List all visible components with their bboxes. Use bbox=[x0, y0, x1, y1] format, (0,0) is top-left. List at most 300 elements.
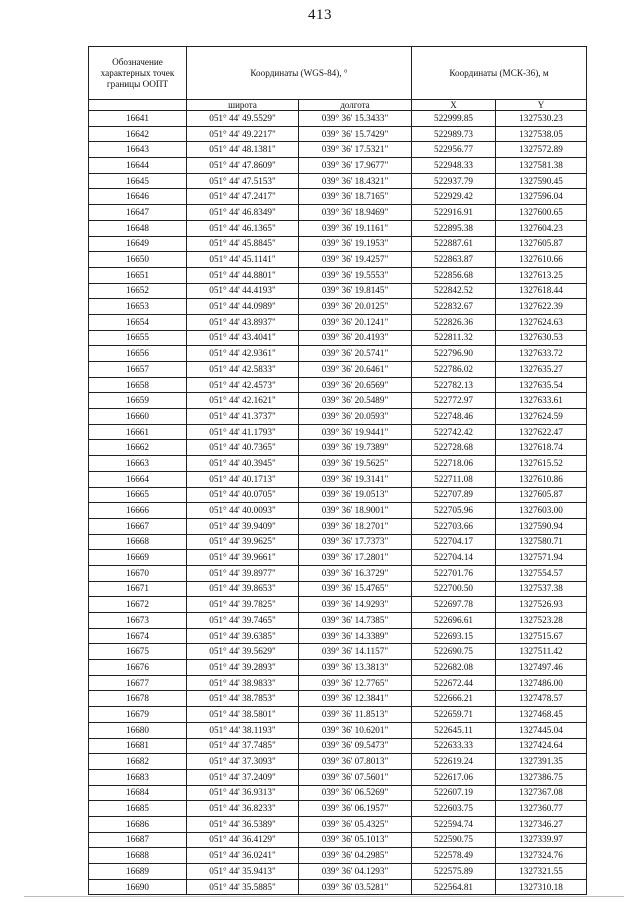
x-coordinate-cell: 522701.76 bbox=[412, 565, 496, 581]
table-row bbox=[89, 252, 587, 268]
x-coordinate-cell: 522832.67 bbox=[412, 299, 496, 315]
table-row bbox=[89, 801, 587, 817]
y-coordinate-cell: 1327526.93 bbox=[496, 597, 587, 613]
table-row bbox=[89, 424, 587, 440]
y-coordinate-cell: 1327604.23 bbox=[496, 220, 587, 236]
x-coordinate-cell: 522704.14 bbox=[412, 550, 496, 566]
latitude-cell: 051° 44' 37.2409" bbox=[187, 769, 299, 785]
point-id-cell: 16673 bbox=[89, 613, 187, 629]
latitude-cell: 051° 44' 38.9833" bbox=[187, 675, 299, 691]
latitude-cell: 051° 44' 43.4041" bbox=[187, 330, 299, 346]
y-coordinate-cell: 1327610.66 bbox=[496, 252, 587, 268]
longitude-cell: 039° 36' 19.1161" bbox=[299, 220, 412, 236]
longitude-cell: 039° 36' 20.0125" bbox=[299, 299, 412, 315]
x-coordinate-cell: 522711.08 bbox=[412, 471, 496, 487]
point-id-cell: 16659 bbox=[89, 393, 187, 409]
y-coordinate-cell: 1327610.86 bbox=[496, 471, 587, 487]
point-id-cell: 16674 bbox=[89, 628, 187, 644]
table-row bbox=[89, 456, 587, 472]
latitude-cell: 051° 44' 39.9625" bbox=[187, 534, 299, 550]
point-id-cell: 16689 bbox=[89, 864, 187, 880]
y-coordinate-cell: 1327635.27 bbox=[496, 362, 587, 378]
y-coordinate-cell: 1327321.55 bbox=[496, 864, 587, 880]
y-coordinate-cell: 1327618.74 bbox=[496, 440, 587, 456]
latitude-cell: 051° 44' 37.7485" bbox=[187, 738, 299, 754]
longitude-cell: 039° 36' 05.1013" bbox=[299, 832, 412, 848]
latitude-cell: 051° 44' 35.9413" bbox=[187, 864, 299, 880]
x-coordinate-cell: 522578.49 bbox=[412, 848, 496, 864]
header-msk-label: Координаты (МСК-36), м bbox=[412, 47, 587, 100]
longitude-cell: 039° 36' 19.1953" bbox=[299, 236, 412, 252]
latitude-cell: 051° 44' 48.1381" bbox=[187, 142, 299, 158]
y-coordinate-cell: 1327605.87 bbox=[496, 487, 587, 503]
longitude-cell: 039° 36' 18.7165" bbox=[299, 189, 412, 205]
point-id-cell: 16671 bbox=[89, 581, 187, 597]
y-coordinate-cell: 1327590.45 bbox=[496, 173, 587, 189]
point-id-cell: 16667 bbox=[89, 518, 187, 534]
x-coordinate-cell: 522705.96 bbox=[412, 503, 496, 519]
point-id-cell: 16654 bbox=[89, 314, 187, 330]
point-id-cell: 16641 bbox=[89, 111, 187, 127]
x-coordinate-cell: 522633.33 bbox=[412, 738, 496, 754]
latitude-cell: 051° 44' 37.3093" bbox=[187, 754, 299, 770]
latitude-cell: 051° 44' 40.0705" bbox=[187, 487, 299, 503]
latitude-cell: 051° 44' 47.8609" bbox=[187, 158, 299, 174]
latitude-cell: 051° 44' 39.2893" bbox=[187, 660, 299, 676]
page-number: 413 bbox=[308, 7, 332, 23]
longitude-cell: 039° 36' 19.5553" bbox=[299, 267, 412, 283]
point-id-cell: 16651 bbox=[89, 267, 187, 283]
longitude-cell: 039° 36' 18.4321" bbox=[299, 173, 412, 189]
table-row bbox=[89, 471, 587, 487]
latitude-cell: 051° 44' 40.7365" bbox=[187, 440, 299, 456]
table-row bbox=[89, 189, 587, 205]
x-coordinate-cell: 522707.89 bbox=[412, 487, 496, 503]
longitude-cell: 039° 36' 13.3813" bbox=[299, 660, 412, 676]
table-row bbox=[89, 691, 587, 707]
table-row bbox=[89, 377, 587, 393]
latitude-cell: 051° 44' 41.3737" bbox=[187, 409, 299, 425]
table-row bbox=[89, 409, 587, 425]
point-id-cell: 16679 bbox=[89, 707, 187, 723]
y-coordinate-cell: 1327633.72 bbox=[496, 346, 587, 362]
latitude-cell: 051° 44' 39.8653" bbox=[187, 581, 299, 597]
point-id-cell: 16645 bbox=[89, 173, 187, 189]
point-id-cell: 16685 bbox=[89, 801, 187, 817]
table-row bbox=[89, 707, 587, 723]
point-id-cell: 16669 bbox=[89, 550, 187, 566]
x-coordinate-cell: 522697.78 bbox=[412, 597, 496, 613]
point-id-cell: 16652 bbox=[89, 283, 187, 299]
latitude-cell: 051° 44' 39.7825" bbox=[187, 597, 299, 613]
latitude-cell: 051° 44' 44.8801" bbox=[187, 267, 299, 283]
y-coordinate-cell: 1327554.57 bbox=[496, 565, 587, 581]
latitude-cell: 051° 44' 43.8937" bbox=[187, 314, 299, 330]
point-id-cell: 16661 bbox=[89, 424, 187, 440]
longitude-cell: 039° 36' 20.1241" bbox=[299, 314, 412, 330]
y-coordinate-cell: 1327537.38 bbox=[496, 581, 587, 597]
table-row bbox=[89, 503, 587, 519]
x-coordinate-cell: 522948.33 bbox=[412, 158, 496, 174]
latitude-cell: 051° 44' 40.0093" bbox=[187, 503, 299, 519]
latitude-cell: 051° 44' 44.0989" bbox=[187, 299, 299, 315]
y-coordinate-cell: 1327618.44 bbox=[496, 283, 587, 299]
longitude-cell: 039° 36' 14.1157" bbox=[299, 644, 412, 660]
y-coordinate-cell: 1327633.61 bbox=[496, 393, 587, 409]
y-coordinate-cell: 1327468.45 bbox=[496, 707, 587, 723]
y-coordinate-cell: 1327596.04 bbox=[496, 189, 587, 205]
point-id-cell: 16656 bbox=[89, 346, 187, 362]
point-id-cell: 16657 bbox=[89, 362, 187, 378]
latitude-cell: 051° 44' 44.4193" bbox=[187, 283, 299, 299]
table-row bbox=[89, 550, 587, 566]
latitude-cell: 051° 44' 38.5801" bbox=[187, 707, 299, 723]
header-lon-label: долгота bbox=[299, 100, 412, 111]
point-id-cell: 16687 bbox=[89, 832, 187, 848]
x-coordinate-cell: 522748.46 bbox=[412, 409, 496, 425]
point-id-cell: 16664 bbox=[89, 471, 187, 487]
longitude-cell: 039° 36' 19.9441" bbox=[299, 424, 412, 440]
table-row bbox=[89, 220, 587, 236]
table-row bbox=[89, 675, 587, 691]
x-coordinate-cell: 522700.50 bbox=[412, 581, 496, 597]
x-coordinate-cell: 522607.19 bbox=[412, 785, 496, 801]
y-coordinate-cell: 1327310.18 bbox=[496, 879, 587, 895]
latitude-cell: 051° 44' 38.7853" bbox=[187, 691, 299, 707]
latitude-cell: 051° 44' 42.9361" bbox=[187, 346, 299, 362]
point-id-cell: 16648 bbox=[89, 220, 187, 236]
point-id-cell: 16677 bbox=[89, 675, 187, 691]
table-row bbox=[89, 487, 587, 503]
point-id-cell: 16684 bbox=[89, 785, 187, 801]
longitude-cell: 039° 36' 20.6461" bbox=[299, 362, 412, 378]
y-coordinate-cell: 1327615.52 bbox=[496, 456, 587, 472]
point-id-cell: 16675 bbox=[89, 644, 187, 660]
table-row bbox=[89, 518, 587, 534]
longitude-cell: 039° 36' 19.7389" bbox=[299, 440, 412, 456]
y-coordinate-cell: 1327622.39 bbox=[496, 299, 587, 315]
table-row bbox=[89, 440, 587, 456]
latitude-cell: 051° 44' 39.9661" bbox=[187, 550, 299, 566]
latitude-cell: 051° 44' 36.4129" bbox=[187, 832, 299, 848]
x-coordinate-cell: 522696.61 bbox=[412, 613, 496, 629]
x-coordinate-cell: 522659.71 bbox=[412, 707, 496, 723]
y-coordinate-cell: 1327391.35 bbox=[496, 754, 587, 770]
y-coordinate-cell: 1327624.63 bbox=[496, 314, 587, 330]
table-row bbox=[89, 754, 587, 770]
x-coordinate-cell: 522645.11 bbox=[412, 722, 496, 738]
table-row bbox=[89, 142, 587, 158]
longitude-cell: 039° 36' 14.9293" bbox=[299, 597, 412, 613]
x-coordinate-cell: 522590.75 bbox=[412, 832, 496, 848]
point-id-cell: 16647 bbox=[89, 205, 187, 221]
longitude-cell: 039° 36' 07.5601" bbox=[299, 769, 412, 785]
x-coordinate-cell: 522989.73 bbox=[412, 126, 496, 142]
x-coordinate-cell: 522782.13 bbox=[412, 377, 496, 393]
longitude-cell: 039° 36' 12.3841" bbox=[299, 691, 412, 707]
x-coordinate-cell: 522742.42 bbox=[412, 424, 496, 440]
table-header bbox=[89, 47, 587, 111]
table-row bbox=[89, 158, 587, 174]
longitude-cell: 039° 36' 17.5321" bbox=[299, 142, 412, 158]
longitude-cell: 039° 36' 19.5625" bbox=[299, 456, 412, 472]
y-coordinate-cell: 1327635.54 bbox=[496, 377, 587, 393]
longitude-cell: 039° 36' 09.5473" bbox=[299, 738, 412, 754]
table-row bbox=[89, 644, 587, 660]
table-row bbox=[89, 111, 587, 127]
point-id-cell: 16678 bbox=[89, 691, 187, 707]
x-coordinate-cell: 522937.79 bbox=[412, 173, 496, 189]
table-row bbox=[89, 660, 587, 676]
x-coordinate-cell: 522704.17 bbox=[412, 534, 496, 550]
x-coordinate-cell: 522619.24 bbox=[412, 754, 496, 770]
y-coordinate-cell: 1327360.77 bbox=[496, 801, 587, 817]
x-coordinate-cell: 522703.66 bbox=[412, 518, 496, 534]
point-id-cell: 16665 bbox=[89, 487, 187, 503]
table-row bbox=[89, 738, 587, 754]
latitude-cell: 051° 44' 36.9313" bbox=[187, 785, 299, 801]
table-row bbox=[89, 299, 587, 315]
point-id-cell: 16646 bbox=[89, 189, 187, 205]
longitude-cell: 039° 36' 19.8145" bbox=[299, 283, 412, 299]
point-id-cell: 16653 bbox=[89, 299, 187, 315]
longitude-cell: 039° 36' 15.3433" bbox=[299, 111, 412, 127]
y-coordinate-cell: 1327515.67 bbox=[496, 628, 587, 644]
latitude-cell: 051° 44' 46.8349" bbox=[187, 205, 299, 221]
longitude-cell: 039° 36' 16.3729" bbox=[299, 565, 412, 581]
y-coordinate-cell: 1327445.04 bbox=[496, 722, 587, 738]
latitude-cell: 051° 44' 42.4573" bbox=[187, 377, 299, 393]
x-coordinate-cell: 522575.89 bbox=[412, 864, 496, 880]
table-row bbox=[89, 769, 587, 785]
latitude-cell: 051° 44' 35.5885" bbox=[187, 879, 299, 895]
longitude-cell: 039° 36' 18.2701" bbox=[299, 518, 412, 534]
header-wgs-label: Координаты (WGS-84), ° bbox=[187, 47, 412, 100]
y-coordinate-cell: 1327324.76 bbox=[496, 848, 587, 864]
point-id-cell: 16644 bbox=[89, 158, 187, 174]
point-id-cell: 16672 bbox=[89, 597, 187, 613]
latitude-cell: 051° 44' 45.8845" bbox=[187, 236, 299, 252]
latitude-cell: 051° 44' 39.6385" bbox=[187, 628, 299, 644]
longitude-cell: 039° 36' 20.5741" bbox=[299, 346, 412, 362]
point-id-cell: 16658 bbox=[89, 377, 187, 393]
latitude-cell: 051° 44' 39.9409" bbox=[187, 518, 299, 534]
point-id-cell: 16643 bbox=[89, 142, 187, 158]
longitude-cell: 039° 36' 20.5489" bbox=[299, 393, 412, 409]
y-coordinate-cell: 1327630.53 bbox=[496, 330, 587, 346]
x-coordinate-cell: 522772.97 bbox=[412, 393, 496, 409]
header-x-label: X bbox=[412, 100, 496, 111]
x-coordinate-cell: 522826.36 bbox=[412, 314, 496, 330]
table-row bbox=[89, 864, 587, 880]
table-row bbox=[89, 314, 587, 330]
y-coordinate-cell: 1327386.75 bbox=[496, 769, 587, 785]
point-id-cell: 16666 bbox=[89, 503, 187, 519]
x-coordinate-cell: 522796.90 bbox=[412, 346, 496, 362]
coordinates-table bbox=[88, 46, 587, 895]
longitude-cell: 039° 36' 17.7373" bbox=[299, 534, 412, 550]
x-coordinate-cell: 522887.61 bbox=[412, 236, 496, 252]
longitude-cell: 039° 36' 04.1293" bbox=[299, 864, 412, 880]
table-row bbox=[89, 832, 587, 848]
y-coordinate-cell: 1327367.08 bbox=[496, 785, 587, 801]
longitude-cell: 039° 36' 10.6201" bbox=[299, 722, 412, 738]
longitude-cell: 039° 36' 18.9001" bbox=[299, 503, 412, 519]
point-id-cell: 16686 bbox=[89, 816, 187, 832]
latitude-cell: 051° 44' 36.8233" bbox=[187, 801, 299, 817]
table-row bbox=[89, 205, 587, 221]
point-id-cell: 16676 bbox=[89, 660, 187, 676]
x-coordinate-cell: 522842.52 bbox=[412, 283, 496, 299]
point-id-cell: 16682 bbox=[89, 754, 187, 770]
x-coordinate-cell: 522856.68 bbox=[412, 267, 496, 283]
x-coordinate-cell: 522693.15 bbox=[412, 628, 496, 644]
latitude-cell: 051° 44' 42.1621" bbox=[187, 393, 299, 409]
point-id-cell: 16662 bbox=[89, 440, 187, 456]
table-row bbox=[89, 267, 587, 283]
point-id-cell: 16650 bbox=[89, 252, 187, 268]
longitude-cell: 039° 36' 14.7385" bbox=[299, 613, 412, 629]
x-coordinate-cell: 522564.81 bbox=[412, 879, 496, 895]
longitude-cell: 039° 36' 11.8513" bbox=[299, 707, 412, 723]
table-row bbox=[89, 785, 587, 801]
x-coordinate-cell: 522999.85 bbox=[412, 111, 496, 127]
latitude-cell: 051° 44' 36.5389" bbox=[187, 816, 299, 832]
table-row bbox=[89, 816, 587, 832]
table-row bbox=[89, 628, 587, 644]
y-coordinate-cell: 1327538.05 bbox=[496, 126, 587, 142]
point-id-cell: 16683 bbox=[89, 769, 187, 785]
x-coordinate-cell: 522718.06 bbox=[412, 456, 496, 472]
y-coordinate-cell: 1327613.25 bbox=[496, 267, 587, 283]
latitude-cell: 051° 44' 45.1141" bbox=[187, 252, 299, 268]
point-id-cell: 16649 bbox=[89, 236, 187, 252]
y-coordinate-cell: 1327571.94 bbox=[496, 550, 587, 566]
latitude-cell: 051° 44' 41.1793" bbox=[187, 424, 299, 440]
header-y-label: Y bbox=[496, 100, 587, 111]
table-row bbox=[89, 330, 587, 346]
table-row bbox=[89, 283, 587, 299]
table-row bbox=[89, 534, 587, 550]
latitude-cell: 051° 44' 39.7465" bbox=[187, 613, 299, 629]
table-row bbox=[89, 393, 587, 409]
table-row bbox=[89, 346, 587, 362]
latitude-cell: 051° 44' 47.2417" bbox=[187, 189, 299, 205]
y-coordinate-cell: 1327603.00 bbox=[496, 503, 587, 519]
y-coordinate-cell: 1327530.23 bbox=[496, 111, 587, 127]
point-id-cell: 16668 bbox=[89, 534, 187, 550]
table-row bbox=[89, 613, 587, 629]
x-coordinate-cell: 522728.68 bbox=[412, 440, 496, 456]
x-coordinate-cell: 522916.91 bbox=[412, 205, 496, 221]
latitude-cell: 051° 44' 49.2217" bbox=[187, 126, 299, 142]
point-id-cell: 16663 bbox=[89, 456, 187, 472]
y-coordinate-cell: 1327622.47 bbox=[496, 424, 587, 440]
table-row bbox=[89, 126, 587, 142]
table-row bbox=[89, 722, 587, 738]
y-coordinate-cell: 1327605.87 bbox=[496, 236, 587, 252]
longitude-cell: 039° 36' 15.4765" bbox=[299, 581, 412, 597]
latitude-cell: 051° 44' 42.5833" bbox=[187, 362, 299, 378]
y-coordinate-cell: 1327511.42 bbox=[496, 644, 587, 660]
longitude-cell: 039° 36' 20.0593" bbox=[299, 409, 412, 425]
latitude-cell: 051° 44' 39.8977" bbox=[187, 565, 299, 581]
longitude-cell: 039° 36' 18.9469" bbox=[299, 205, 412, 221]
table-row bbox=[89, 565, 587, 581]
point-id-cell: 16660 bbox=[89, 409, 187, 425]
latitude-cell: 051° 44' 40.1713" bbox=[187, 471, 299, 487]
y-coordinate-cell: 1327486.00 bbox=[496, 675, 587, 691]
x-coordinate-cell: 522682.08 bbox=[412, 660, 496, 676]
x-coordinate-cell: 522666.21 bbox=[412, 691, 496, 707]
x-coordinate-cell: 522929.42 bbox=[412, 189, 496, 205]
longitude-cell: 039° 36' 05.4325" bbox=[299, 816, 412, 832]
point-id-cell: 16690 bbox=[89, 879, 187, 895]
longitude-cell: 039° 36' 12.7765" bbox=[299, 675, 412, 691]
point-id-cell: 16681 bbox=[89, 738, 187, 754]
table-row bbox=[89, 173, 587, 189]
table-row bbox=[89, 597, 587, 613]
longitude-cell: 039° 36' 14.3389" bbox=[299, 628, 412, 644]
latitude-cell: 051° 44' 39.5629" bbox=[187, 644, 299, 660]
y-coordinate-cell: 1327600.65 bbox=[496, 205, 587, 221]
x-coordinate-cell: 522690.75 bbox=[412, 644, 496, 660]
table-row bbox=[89, 236, 587, 252]
x-coordinate-cell: 522594.74 bbox=[412, 816, 496, 832]
longitude-cell: 039° 36' 19.3141" bbox=[299, 471, 412, 487]
y-coordinate-cell: 1327581.38 bbox=[496, 158, 587, 174]
bottom-divider bbox=[24, 896, 624, 897]
point-id-cell: 16670 bbox=[89, 565, 187, 581]
longitude-cell: 039° 36' 03.5281" bbox=[299, 879, 412, 895]
y-coordinate-cell: 1327590.94 bbox=[496, 518, 587, 534]
y-coordinate-cell: 1327497.46 bbox=[496, 660, 587, 676]
latitude-cell: 051° 44' 38.1193" bbox=[187, 722, 299, 738]
latitude-cell: 051° 44' 36.0241" bbox=[187, 848, 299, 864]
latitude-cell: 051° 44' 47.5153" bbox=[187, 173, 299, 189]
y-coordinate-cell: 1327346.27 bbox=[496, 816, 587, 832]
latitude-cell: 051° 44' 46.1365" bbox=[187, 220, 299, 236]
point-id-cell: 16642 bbox=[89, 126, 187, 142]
header-point-label: Обозначение характерных точек границы ООПТ bbox=[89, 47, 187, 100]
x-coordinate-cell: 522786.02 bbox=[412, 362, 496, 378]
header-lat-label: широта bbox=[187, 100, 299, 111]
y-coordinate-cell: 1327339.97 bbox=[496, 832, 587, 848]
point-id-cell: 16680 bbox=[89, 722, 187, 738]
x-coordinate-cell: 522895.38 bbox=[412, 220, 496, 236]
longitude-cell: 039° 36' 19.0513" bbox=[299, 487, 412, 503]
y-coordinate-cell: 1327572.89 bbox=[496, 142, 587, 158]
longitude-cell: 039° 36' 04.2985" bbox=[299, 848, 412, 864]
longitude-cell: 039° 36' 17.9677" bbox=[299, 158, 412, 174]
table-row bbox=[89, 848, 587, 864]
x-coordinate-cell: 522863.87 bbox=[412, 252, 496, 268]
longitude-cell: 039° 36' 20.6569" bbox=[299, 377, 412, 393]
x-coordinate-cell: 522672.44 bbox=[412, 675, 496, 691]
y-coordinate-cell: 1327580.71 bbox=[496, 534, 587, 550]
point-id-cell: 16655 bbox=[89, 330, 187, 346]
point-id-cell: 16688 bbox=[89, 848, 187, 864]
longitude-cell: 039° 36' 15.7429" bbox=[299, 126, 412, 142]
y-coordinate-cell: 1327624.59 bbox=[496, 409, 587, 425]
latitude-cell: 051° 44' 49.5529" bbox=[187, 111, 299, 127]
longitude-cell: 039° 36' 19.4257" bbox=[299, 252, 412, 268]
x-coordinate-cell: 522617.06 bbox=[412, 769, 496, 785]
latitude-cell: 051° 44' 40.3945" bbox=[187, 456, 299, 472]
header-point-sub bbox=[89, 100, 187, 111]
x-coordinate-cell: 522811.32 bbox=[412, 330, 496, 346]
longitude-cell: 039° 36' 20.4193" bbox=[299, 330, 412, 346]
